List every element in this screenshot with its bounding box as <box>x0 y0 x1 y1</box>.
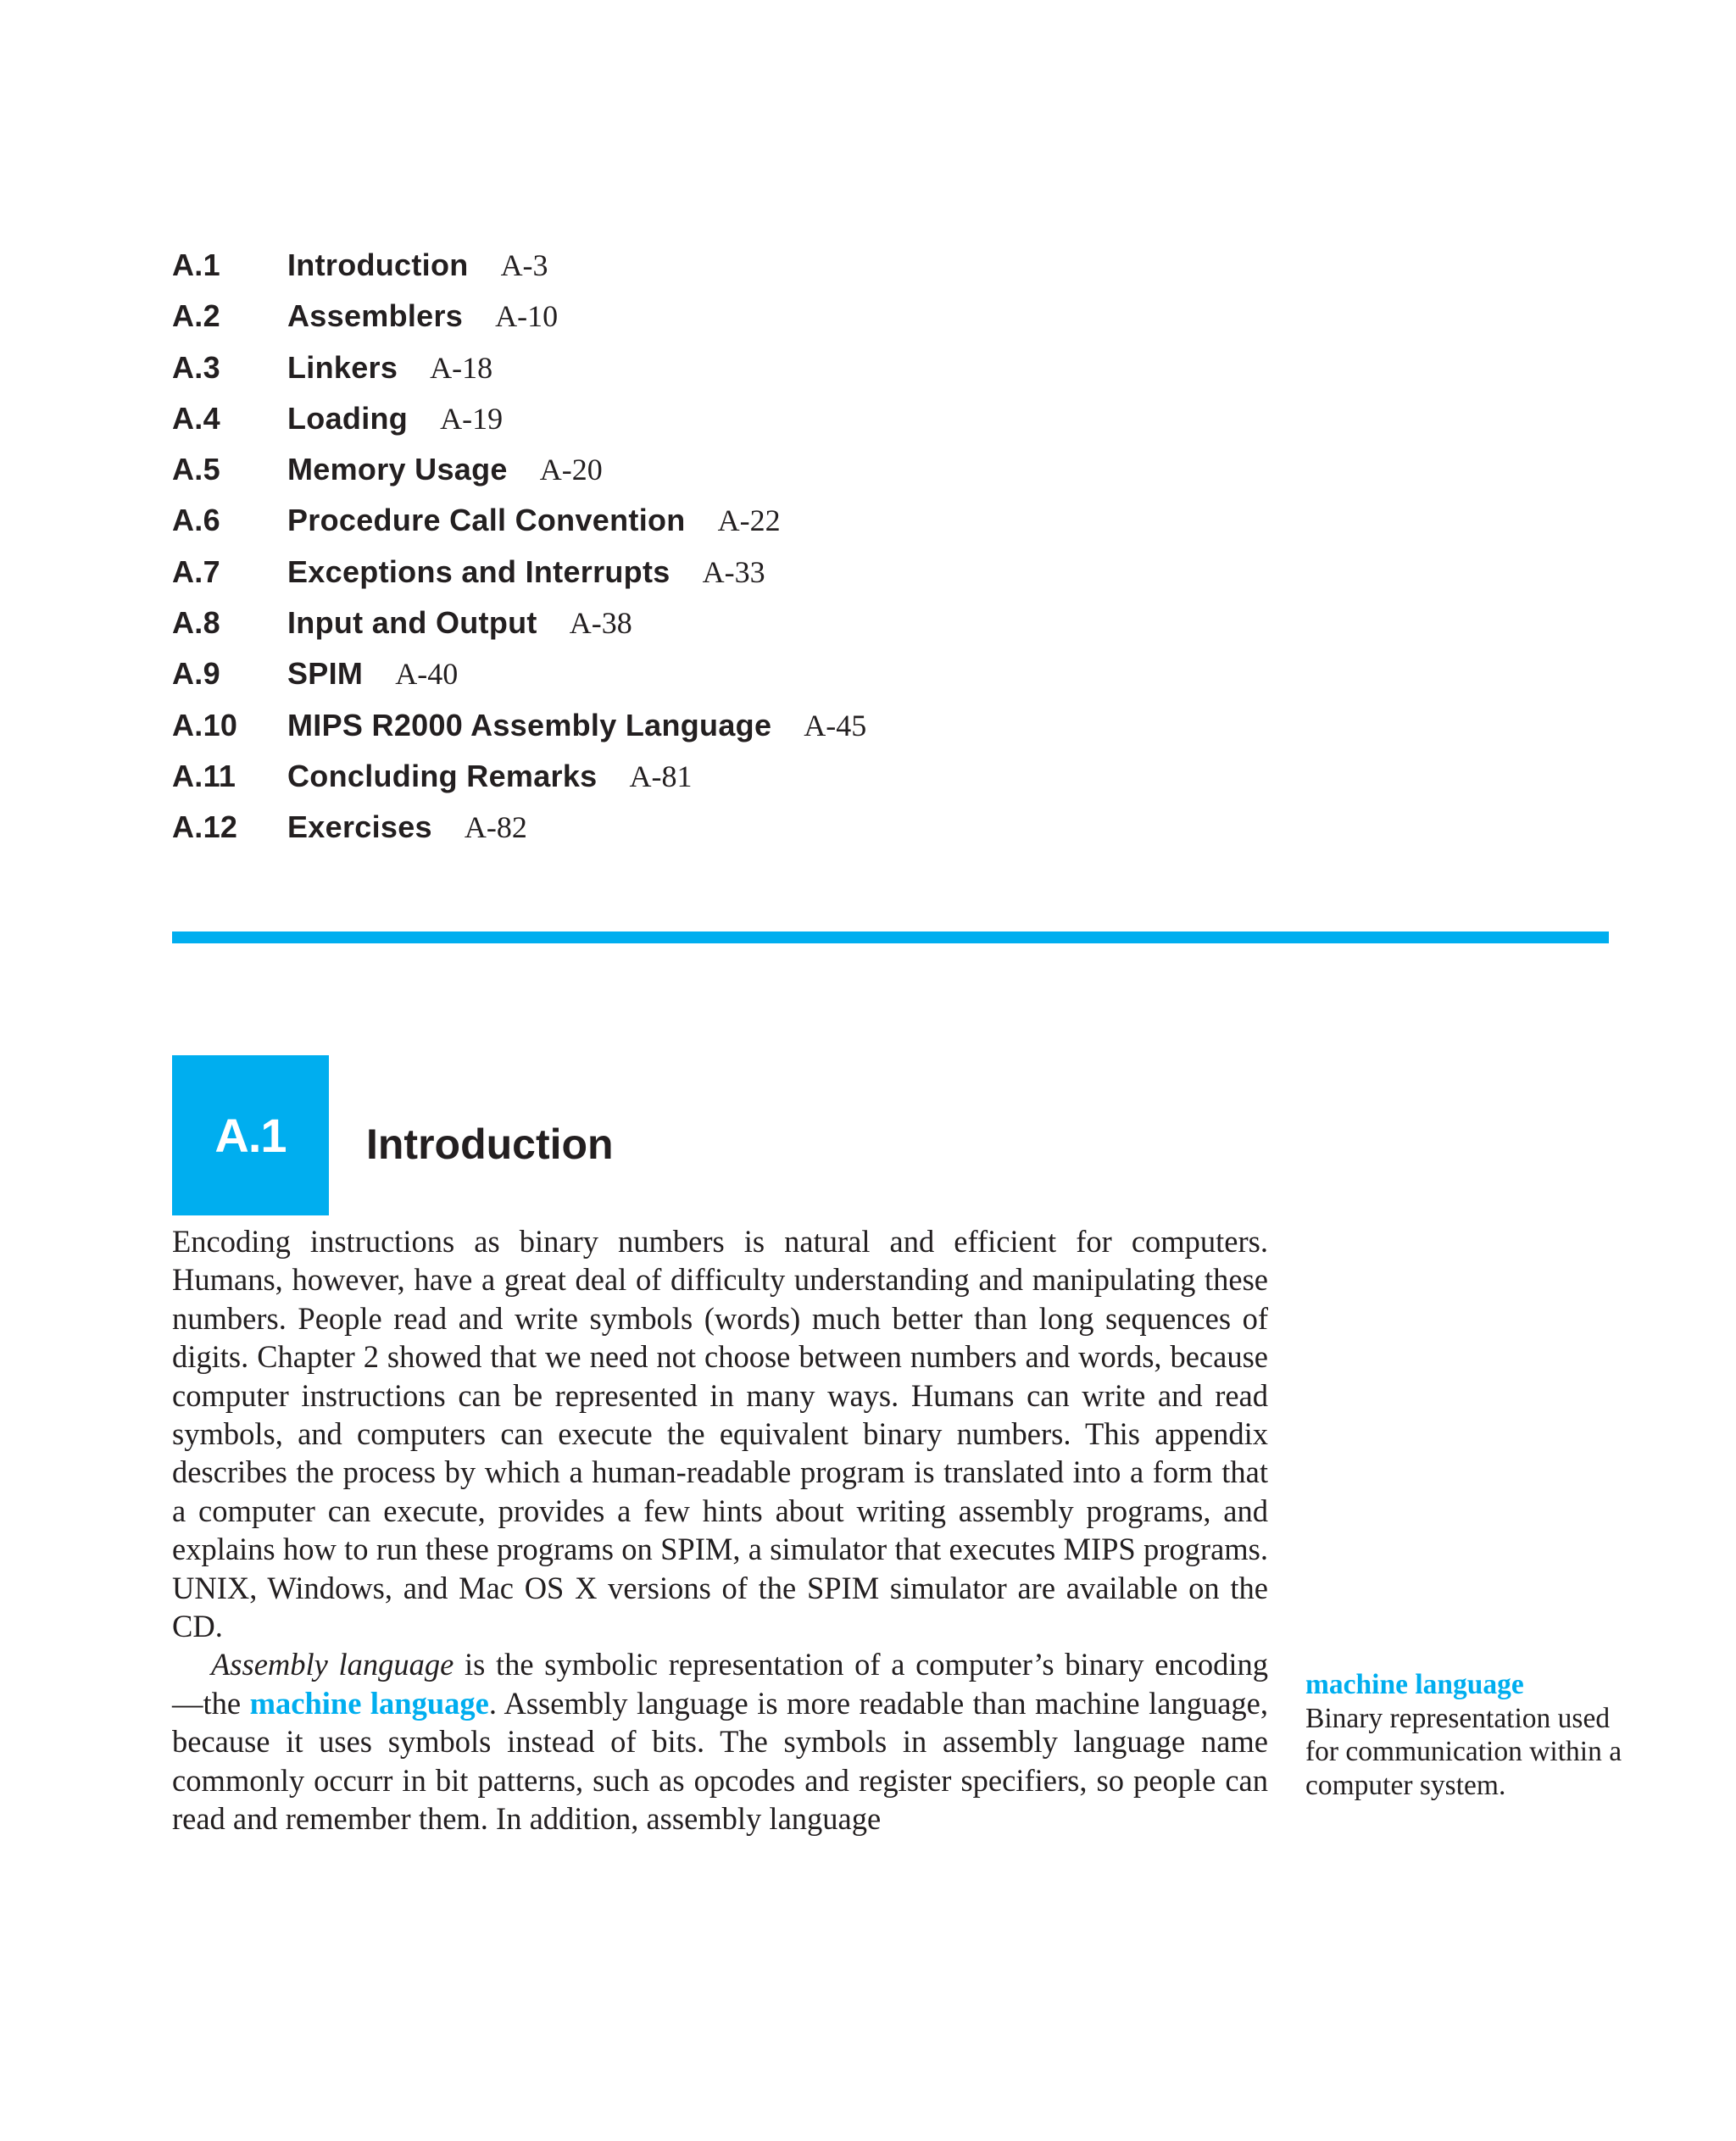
toc-page: A-10 <box>495 299 559 334</box>
toc-number: A.8 <box>172 605 220 641</box>
toc-title: Procedure Call Convention <box>287 503 686 538</box>
toc-page: A-20 <box>539 453 603 487</box>
body-text <box>172 1222 1268 1838</box>
margin-definition-text: Binary representation used for communication within a computer system. <box>1305 1702 1622 1801</box>
toc-number: A.9 <box>172 656 220 692</box>
toc-entry[interactable] <box>172 503 1274 553</box>
toc-entry[interactable] <box>172 554 1274 605</box>
toc-page: A-22 <box>717 503 781 538</box>
paragraph: Encoding instructions as binary numbers is natural and efficient for computers. Humans, however, have a great deal of difficulty understanding and manipulating these numbers. People read and write symbols (words) much better than long sequences of digits. Chapter 2 showed that we need not choose between numbers and words, because computer instructions can be represented in many ways. Humans can write and read symbols, and computers can execute the equivalent binary numbers. This appendix describes the process by which a human-readable program is translated into a form that a computer can execute, provides a few hints about writing assembly programs, and explains how to run these programs on SPIM, a simulator that executes MIPS programs. UNIX, Windows, and Mac OS X versions of the SPIM simulator are available on the CD. <box>172 1224 1268 1644</box>
toc-title: Assemblers <box>287 298 464 334</box>
toc-page: A-18 <box>430 350 493 385</box>
toc-title: Memory Usage <box>287 452 508 487</box>
toc-number: A.7 <box>172 553 220 589</box>
toc-page: A-81 <box>629 759 693 793</box>
toc-number: A.4 <box>172 400 220 436</box>
toc-entry[interactable] <box>172 452 1274 503</box>
toc-entry[interactable] <box>172 759 1274 809</box>
toc-title: Loading <box>287 400 409 436</box>
toc-entry[interactable] <box>172 350 1274 401</box>
section-title: Introduction <box>366 1121 614 1168</box>
toc-page: A-19 <box>440 401 504 436</box>
margin-definition <box>1305 1668 1628 1802</box>
toc-number: A.2 <box>172 298 220 334</box>
toc-page: A-82 <box>464 810 527 845</box>
toc-page: A-38 <box>569 606 632 641</box>
section-divider <box>172 931 1609 943</box>
table-of-contents <box>172 247 1274 861</box>
paragraph-text: . Assembly language is more readable than machine language, because it uses symbols instead of bits. The symbols in assembly language name commonly occurr in bit patterns, such as opcodes and register specifiers, so people can read and remember them. In addition, assembly language <box>172 1685 1268 1837</box>
toc-entry[interactable] <box>172 605 1274 656</box>
toc-number: A.11 <box>172 758 236 793</box>
paragraph <box>172 1645 1268 1838</box>
toc-title: Exercises <box>287 809 432 845</box>
toc-page: A-3 <box>500 248 548 282</box>
toc-title: Linkers <box>287 349 398 385</box>
toc-entry[interactable] <box>172 809 1274 860</box>
paragraph-text: is the symbolic representation of a computer’s binary encoding—the <box>172 1647 1268 1721</box>
glossary-term-link[interactable]: machine language <box>249 1685 489 1721</box>
margin-term: machine language <box>1305 1669 1524 1700</box>
section-number-badge <box>172 1055 329 1215</box>
toc-title: Exceptions and Interrupts <box>287 553 670 589</box>
toc-number: A.1 <box>172 247 220 282</box>
toc-title: Introduction <box>287 247 469 282</box>
toc-entry[interactable] <box>172 401 1274 452</box>
toc-title: SPIM <box>287 656 364 692</box>
toc-page: A-40 <box>395 657 459 692</box>
toc-entry[interactable] <box>172 656 1274 707</box>
toc-page: A-33 <box>702 554 765 589</box>
toc-entry[interactable] <box>172 708 1274 759</box>
toc-title: Concluding Remarks <box>287 758 598 793</box>
toc-number: A.5 <box>172 452 220 487</box>
toc-page: A-45 <box>804 708 867 742</box>
toc-entry[interactable] <box>172 298 1274 349</box>
toc-number: A.10 <box>172 707 238 742</box>
toc-title: Input and Output <box>287 605 537 641</box>
italic-term: Assembly language <box>211 1647 454 1682</box>
section-number: A.1 <box>214 1109 287 1162</box>
toc-number: A.3 <box>172 349 220 385</box>
toc-title: MIPS R2000 Assembly Language <box>287 707 772 742</box>
toc-number: A.12 <box>172 809 238 845</box>
toc-number: A.6 <box>172 503 220 538</box>
toc-entry[interactable] <box>172 247 1274 298</box>
